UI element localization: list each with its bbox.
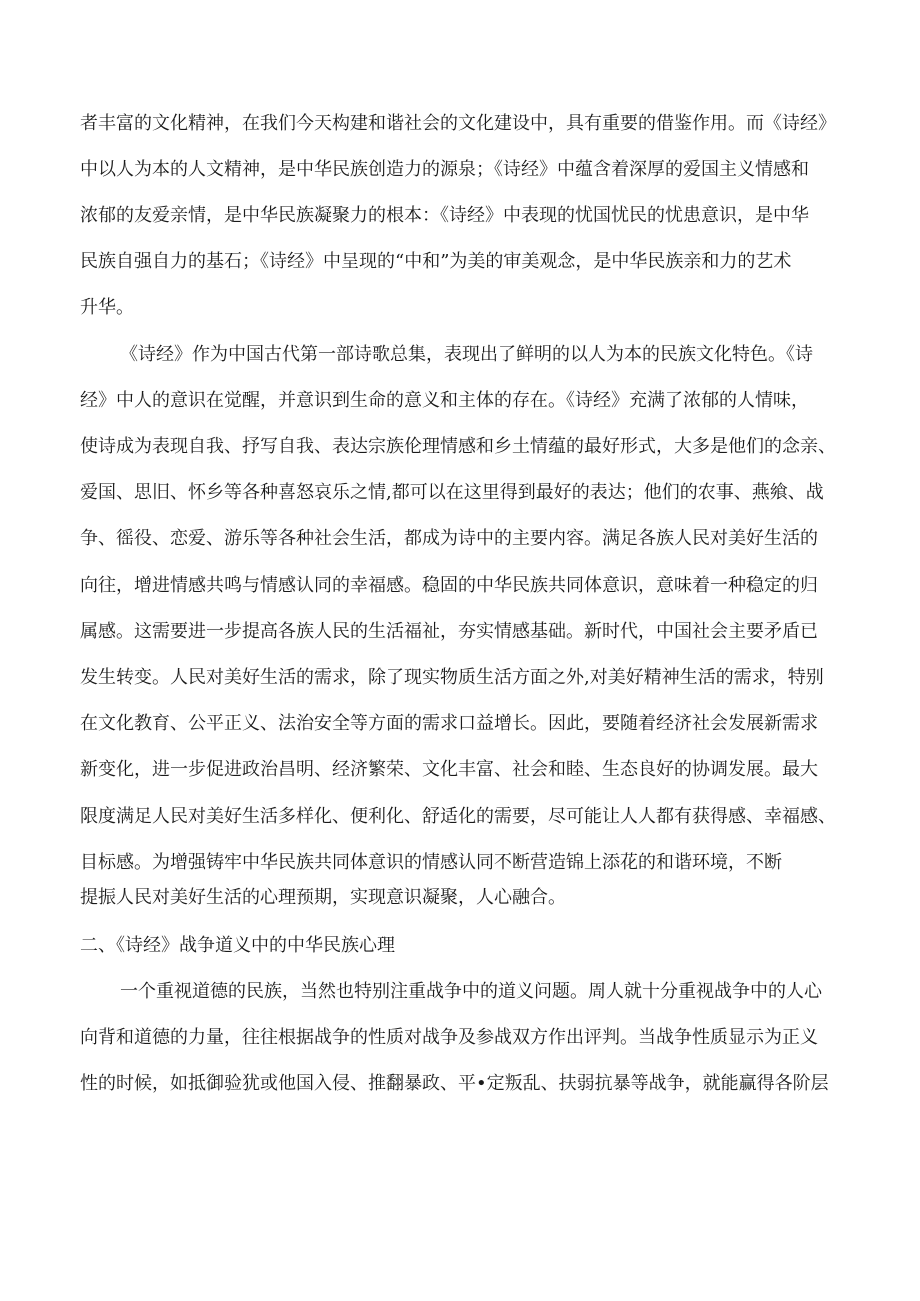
- text-line: 民族自强自力的基石；《诗经》中呈现的“中和”为美的审美观念，是中华民族亲和力的艺术: [80, 251, 792, 272]
- text-line: 向往，增进情感共鸣与情感认同的幸福感。稳固的中华民族共同体意识，意味着一种稳定的归: [80, 575, 818, 596]
- text-line: 者丰富的文化精神，在我们今天构建和谐社会的文化建设中，具有重要的借鉴作用。而《诗经》: [80, 113, 836, 134]
- text-line: 升华。: [80, 297, 134, 318]
- text-line: 性的时候，如抵御验犹或他国入侵、推翻暴政、平•定叛乱、扶弱抗暴等战争，就能赢得各阶层: [80, 1073, 829, 1094]
- text-line: 目标感。为增强铸牢中华民族共同体意识的情感认同不断营造锦上添花的和谐环境，不断: [80, 852, 782, 873]
- text-line: 提振人民对美好生活的心理预期，实现意识凝聚，人心融合。: [80, 887, 566, 908]
- text-line: 向背和道德的力量，往往根据战争的性质对战争及参战双方作出评判。当战争性质显示为正义: [80, 1027, 818, 1048]
- text-line: 经》中人的意识在觉醒，并意识到生命的意义和主体的存在。《诗经》充满了浓郁的人情味，: [80, 390, 809, 411]
- paragraph-start-line: 一个重视道德的民族，当然也特别注重战争中的道义问题。周人就十分重视战争中的人心: [120, 981, 822, 1002]
- text-line: 爱国、思旧、怀乡等各种喜怒哀乐之情,都可以在这里得到最好的表达；他们的农事、燕飨、战: [80, 482, 824, 503]
- text-line: 浓郁的友爱亲情，是中华民族凝聚力的根本：《诗经》中表现的忧国忧民的忧患意识，是中华: [80, 205, 809, 226]
- text-line: 中以人为本的人文精神，是中华民族创造力的源泉；《诗经》中蕴含着深厚的爱国主义情感和: [80, 159, 809, 180]
- text-line: 新变化，进一步促进政治昌明、经济繁荣、文化丰富、社会和睦、生态良好的协调发展。最大: [80, 759, 818, 780]
- text-line: 发生转变。人民对美好生活的需求，除了现实物质生活方面之外,对美好精神生活的需求，特别: [80, 667, 824, 688]
- text-line: 争、徭役、恋爱、游乐等各种社会生活，都成为诗中的主要内容。满足各族人民对美好生活的: [80, 528, 818, 549]
- text-line: 限度满足人民对美好生活多样化、便利化、舒适化的需要，尽可能让人人都有获得感、幸福感、: [80, 806, 836, 827]
- text-line: 使诗成为表现自我、抒写自我、表达宗族伦理情感和乡土情蕴的最好形式，大多是他们的念亲、: [80, 436, 836, 457]
- paragraph-start-line: 《诗经》作为中国古代第一部诗歌总集，表现出了鲜明的以人为本的民族文化特色。《诗: [120, 344, 813, 365]
- section-heading: 二、《诗经》战争道义中的中华民族心理: [80, 935, 395, 956]
- text-line: 在文化教育、公平正义、法治安全等方面的需求口益增长。因此，要随着经济社会发展新需求: [80, 713, 818, 734]
- text-line: 属感。这需要进一步提高各族人民的生活福祉，夯实情感基础。新时代，中国社会主要矛盾已: [80, 621, 818, 642]
